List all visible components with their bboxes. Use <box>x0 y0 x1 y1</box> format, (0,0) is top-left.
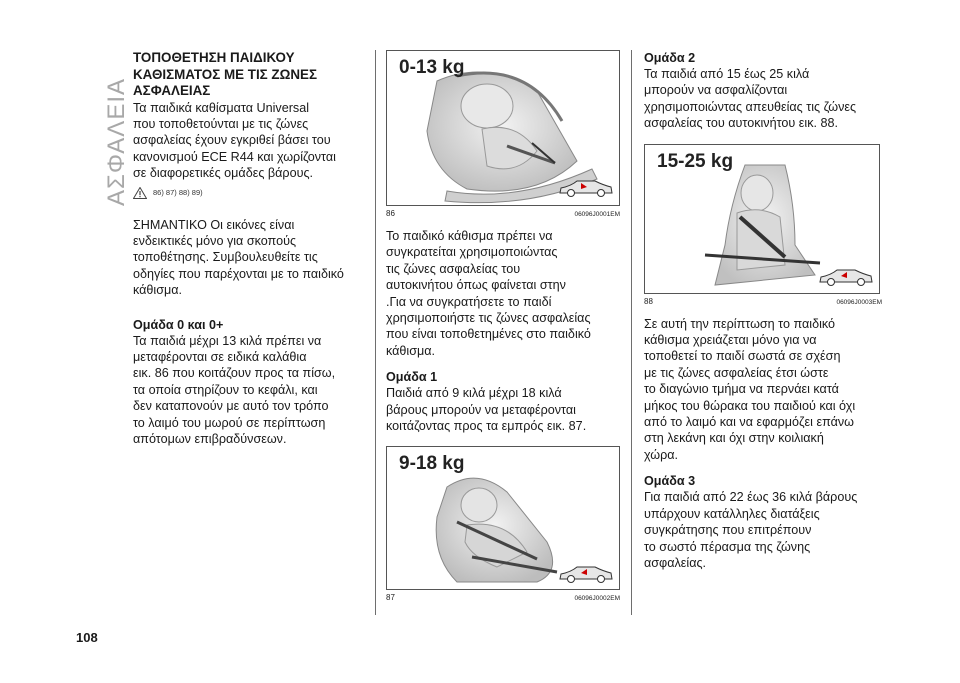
figure-86-caption <box>386 209 620 218</box>
car-direction-icon <box>557 562 615 586</box>
figure-code: 06096J0001EM <box>574 211 620 218</box>
group0-text: Τα παιδιά μέχρι 13 κιλά πρέπει να μεταφέρονται σε ειδικά καλάθια εικ. 86 που κοιτάζουν προς τα πίσω, τα οποία στηρίζουν το κεφάλι, και δεν καταπονούν με αυτό τον τρόπο το λαιμό του μωρού σε περίπτωση απότομων επιβραδύνσεων. <box>133 333 336 446</box>
group2-text: Τα παιδιά από 15 έως 25 κιλά μπορούν να ασφαλίζονται χρησιμοποιώντας απευθείας τις ζώνες ασφαλείας του αυτοκινήτου εικ. 88. <box>644 67 857 131</box>
weight-label: 0-13 kg <box>399 57 465 78</box>
important-note: ΣΗΜΑΝΤΙΚΟ Οι εικόνες είναι ενδεικτικές μόνο για σκοπούς τοποθέτησης. Συμβουλευθείτε τις οδηγίες που παρέχονται με το παιδικό κάθισμα. <box>133 217 344 298</box>
figure-88-caption <box>644 297 882 306</box>
figure-87 <box>386 446 620 590</box>
group1-text: Παιδιά από 9 κιλά μέχρι 18 κιλά βάρους μπορούν να μεταφέρονται κοιτάζοντας προς τα εμπρός εικ. 87. <box>386 386 587 434</box>
figure-code: 06096J0003EM <box>836 298 882 306</box>
column-3 <box>644 50 882 571</box>
figure-87-caption <box>386 593 620 602</box>
group1-title: Ομάδα 1 <box>386 370 438 385</box>
figure-number: 86 <box>386 209 395 218</box>
column-divider <box>375 50 376 615</box>
weight-label: 15-25 kg <box>657 150 734 172</box>
page-number: 108 <box>76 630 98 645</box>
column-1 <box>133 50 361 447</box>
section-heading: ΤΟΠΟΘΕΤΗΣΗ ΠΑΙΔΙΚΟΥ ΚΑΘΙΣΜΑΤΟΣ ΜΕ ΤΙΣ ΖΩΝΕΣ ΑΣΦΑΛΕΙΑΣ <box>133 50 317 98</box>
figure-88 <box>644 144 880 294</box>
figure-86 <box>386 50 620 206</box>
car-direction-icon <box>817 265 875 289</box>
booster-paragraph: Σε αυτή την περίπτωση το παιδικό κάθισμα χρειάζεται μόνο για να τοποθετεί το παιδί σωστά σε σχέση με τις ζώνες ασφαλείας έτσι ώστε το διαγώνιο τμήμα να περνάει κατά μήκος του θώρακα του παιδιού και όχι από το λαιμό και να εφαρμόζει επάνω στη λεκάνη και όχι στην κοιλιακή χώρα. <box>644 316 856 462</box>
figure-code: 06096J0002EM <box>574 595 620 603</box>
group0-title: Ομάδα 0 και 0+ <box>133 317 224 332</box>
warning-references <box>133 187 361 199</box>
section-side-tab <box>78 46 130 206</box>
column-2 <box>386 50 620 602</box>
warning-icon <box>133 187 147 199</box>
group3-text: Για παιδιά από 22 έως 36 κιλά βάρους υπάρχουν κατάλληλες διατάξεις συγκράτησης που επιτρέπουν το σωστό πέρασμα της ζώνης ασφαλείας. <box>644 490 858 570</box>
belt-paragraph: Το παιδικό κάθισμα πρέπει να συγκρατείται χρησιμοποιώντας τις ζώνες ασφαλείας του αυτοκινήτου όπως φαίνεται στην .Για να συγκρατήσετε το παιδί χρησιμοποιήστε τις ζώνες ασφαλείας που είναι τοποθετημένες στο παιδικό κάθισμα. <box>386 229 591 358</box>
section-side-tab-label: ΑΣΦΑΛΕΙΑ <box>103 77 130 206</box>
reference-numbers: 86) 87) 88) 89) <box>153 188 203 198</box>
car-direction-icon <box>557 176 615 200</box>
figure-number: 88 <box>644 296 653 306</box>
figure-number: 87 <box>386 593 395 603</box>
group3-title: Ομάδα 3 <box>644 474 696 489</box>
group2-title: Ομάδα 2 <box>644 51 696 65</box>
intro-paragraph: Τα παιδικά καθίσματα Universal που τοποθετούνται με τις ζώνες ασφαλείας έχουν εγκριθεί βάσει του κανονισμού ECE R44 και χωρίζονται σε διαφορετικές ομάδες βάρους. <box>133 100 336 181</box>
column-divider <box>631 50 632 615</box>
weight-label: 9-18 kg <box>399 453 465 475</box>
